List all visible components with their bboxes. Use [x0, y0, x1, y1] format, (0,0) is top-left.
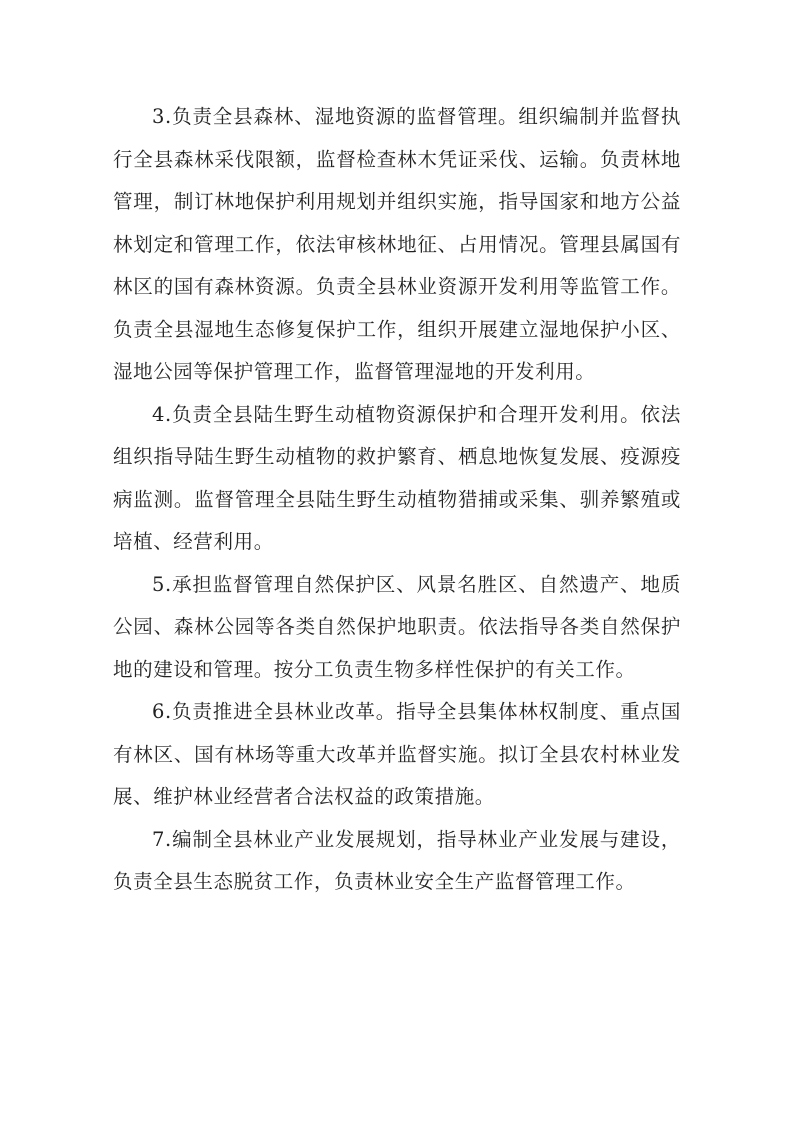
paragraph-item-4: 4.负责全县陆生野生动植物资源保护和合理开发利用。依法组织指导陆生野生动植物的救护繁育、栖息地恢复发展、疫源疫病监测。监督管理全县陆生野生动植物猎捕或采集、驯养繁殖或培植、经营利用。	[113, 402, 681, 553]
document-body	[113, 96, 681, 904]
paragraph-item-6: 6.负责推进全县林业改革。指导全县集体林权制度、重点国有林区、国有林场等重大改革并监督实施。拟订全县农村林业发展、维护林业经营者合法权益的政策措施。	[113, 700, 681, 808]
paragraph-item-5: 5.承担监督管理自然保护区、风景名胜区、自然遗产、地质公园、森林公园等各类自然保护地职责。依法指导各类自然保护地的建设和管理。按分工负责生物多样性保护的有关工作。	[113, 572, 681, 681]
paragraph-item-7: 7.编制全县林业产业发展规划，指导林业产业发展与建设，负责全县生态脱贫工作，负责林业安全生产监督管理工作。	[113, 827, 681, 893]
paragraph-item-3: 3.负责全县森林、湿地资源的监督管理。组织编制并监督执行全县森林采伐限额，监督检查林木凭证采伐、运输。负责林地管理，制订林地保护利用规划并组织实施，指导国家和地方公益林划定和管理工作，依法审核林地征、占用情况。管理县属国有林区的国有森林资源。负责全县林业资源开发利用等监管工作。负责全县湿地生态修复保护工作，组织开展建立湿地保护小区、湿地公园等保护管理工作，监督管理湿地的开发利用。	[113, 105, 681, 383]
